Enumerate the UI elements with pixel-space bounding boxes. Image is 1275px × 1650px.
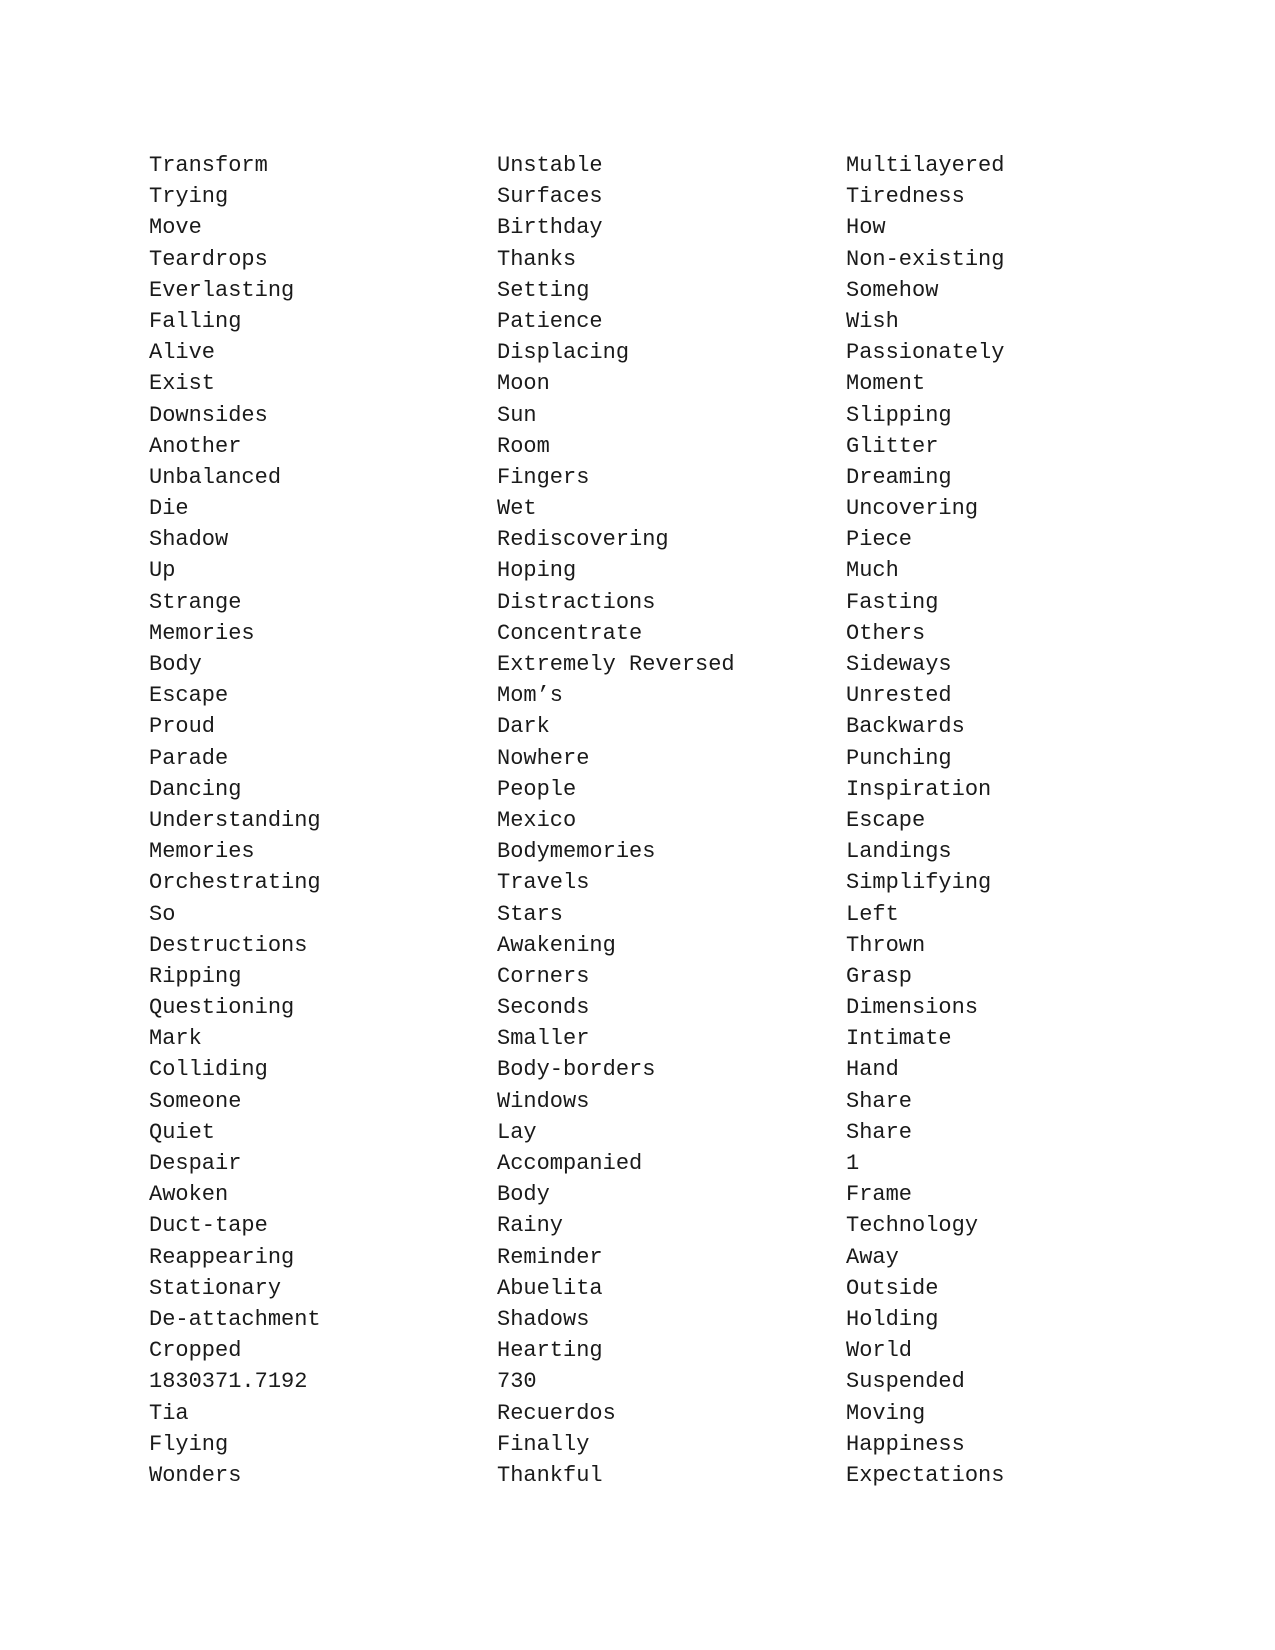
word-list-item: Flying [149, 1431, 229, 1457]
word-column-1 [149, 150, 321, 1491]
word-list-item: Cropped [149, 1338, 242, 1364]
word-list-item: Reminder [497, 1244, 603, 1270]
word-list-item: Abuelita [497, 1275, 603, 1301]
word-list-item: 1 [846, 1151, 860, 1176]
word-list-item: Simplifying [846, 870, 992, 896]
word-list-item: Dreaming [846, 464, 952, 490]
word-list-item: Much [846, 558, 899, 584]
word-list-item: Tia [149, 1400, 189, 1426]
word-list-item: Share [846, 1119, 913, 1145]
word-list-item: Alive [149, 340, 216, 366]
word-list-item: Transform [149, 153, 268, 178]
word-list-item: Finally [497, 1431, 590, 1457]
word-list-item: Orchestrating [149, 870, 321, 896]
word-list-item: Suspended [846, 1369, 965, 1395]
word-list-item: World [846, 1338, 913, 1364]
word-list-item: Falling [149, 308, 242, 334]
word-list-item: Wish [846, 308, 899, 334]
word-list-item: Moment [846, 371, 926, 397]
word-list-item: Memories [149, 839, 255, 865]
word-list-item: Escape [149, 683, 229, 709]
word-list-item: Colliding [149, 1057, 268, 1083]
word-list-item: Away [846, 1244, 899, 1270]
word-list-item: Die [149, 496, 189, 522]
word-list-item: Recuerdos [497, 1400, 616, 1426]
word-list-item: Multilayered [846, 153, 1005, 178]
word-list-item: Corners [497, 963, 590, 989]
word-list-item: Lay [497, 1119, 537, 1145]
word-list-item: Rainy [497, 1213, 564, 1239]
word-list-item: Holding [846, 1306, 939, 1332]
word-list-item: Another [149, 433, 242, 459]
word-list-item: Displacing [497, 340, 630, 366]
word-list-item: Room [497, 433, 550, 459]
word-list-item: How [846, 215, 886, 241]
word-list-item: Backwards [846, 714, 965, 740]
word-list-item: Nowhere [497, 745, 590, 771]
word-list-item: Parade [149, 745, 229, 771]
word-list-item: Move [149, 215, 202, 241]
word-list-item: Landings [846, 839, 952, 865]
word-list-item: Escape [846, 807, 926, 833]
word-list-item: 730 [497, 1369, 537, 1395]
word-list-item: Setting [497, 277, 590, 303]
word-list-item: Fingers [497, 464, 590, 490]
word-list-item: Ripping [149, 963, 242, 989]
word-list-item: Thankful [497, 1462, 603, 1488]
word-list-item: Shadow [149, 527, 229, 553]
word-list-item: De-attachment [149, 1306, 321, 1332]
word-list-item: Awakening [497, 932, 616, 958]
word-list-item: Uncovering [846, 496, 979, 522]
word-list-item: Patience [497, 308, 603, 334]
word-list-item: Wonders [149, 1462, 242, 1488]
word-list-item: Teardrops [149, 246, 268, 272]
word-list-item: Left [846, 901, 899, 927]
word-list-item: Technology [846, 1213, 979, 1239]
word-list-item: Moving [846, 1400, 926, 1426]
word-list-item: Moon [497, 371, 550, 397]
word-list-item: Unrested [846, 683, 952, 709]
word-list-item: Dark [497, 714, 550, 740]
word-list-item: Up [149, 558, 176, 584]
word-column-2 [497, 150, 735, 1491]
word-list-item: Someone [149, 1088, 242, 1114]
word-list-item: Slipping [846, 402, 952, 428]
word-list-item: Quiet [149, 1119, 216, 1145]
word-list-item: Proud [149, 714, 216, 740]
word-list-item: Destructions [149, 932, 308, 958]
word-list-item: Distractions [497, 589, 656, 615]
word-list-item: Everlasting [149, 277, 295, 303]
word-list-item: Share [846, 1088, 913, 1114]
word-list-item: People [497, 776, 577, 802]
word-list-item: Unstable [497, 153, 603, 178]
word-list-item: Downsides [149, 402, 268, 428]
word-list-item: Outside [846, 1275, 939, 1301]
word-list-item: Hearting [497, 1338, 603, 1364]
word-list-item: Shadows [497, 1306, 590, 1332]
word-list-item: Stars [497, 901, 564, 927]
word-list-item: Rediscovering [497, 527, 669, 553]
word-list-item: Body [497, 1182, 550, 1208]
word-list-item: Strange [149, 589, 242, 615]
word-list-item: Somehow [846, 277, 939, 303]
word-list-item: Non-existing [846, 246, 1005, 272]
word-list-item: Sun [497, 402, 537, 428]
word-list-item: Concentrate [497, 620, 643, 646]
word-list-item: Punching [846, 745, 952, 771]
word-list-item: Windows [497, 1088, 590, 1114]
word-list-item: Extremely Reversed [497, 652, 735, 677]
word-list-item: Dancing [149, 776, 242, 802]
word-list-item: Unbalanced [149, 464, 282, 490]
word-list-item: Duct-tape [149, 1213, 268, 1239]
word-list-item: Tiredness [846, 184, 965, 210]
word-list-item: Trying [149, 184, 229, 210]
word-list-item: Seconds [497, 995, 590, 1021]
word-list-item: Piece [846, 527, 913, 553]
word-list-item: Mexico [497, 807, 577, 833]
word-list-item: Accompanied [497, 1151, 643, 1176]
word-list-item: Bodymemories [497, 839, 656, 865]
word-list-item: Body-borders [497, 1057, 656, 1083]
word-list-item: Grasp [846, 963, 913, 989]
word-column-3 [846, 150, 1004, 1491]
word-list-item: Dimensions [846, 995, 979, 1021]
word-list-item: Body [149, 652, 202, 677]
word-list-item: Inspiration [846, 776, 992, 802]
word-list-item: Happiness [846, 1431, 965, 1457]
word-list-item: Frame [846, 1182, 913, 1208]
word-list-item: 1830371.7192 [149, 1369, 308, 1395]
word-list-item: Awoken [149, 1182, 229, 1208]
word-list-item: Intimate [846, 1026, 952, 1052]
word-list-item: Despair [149, 1151, 242, 1176]
word-list-item: Birthday [497, 215, 603, 241]
word-list-item: Mom’s [497, 683, 564, 709]
word-list-item: Expectations [846, 1462, 1005, 1488]
word-list-item: Exist [149, 371, 216, 397]
word-list-item: Thrown [846, 932, 926, 958]
word-list-item: Hoping [497, 558, 577, 584]
word-list-item: Wet [497, 496, 537, 522]
word-list-item: So [149, 901, 176, 927]
word-list-item: Thanks [497, 246, 577, 272]
word-list-item: Glitter [846, 433, 939, 459]
word-list-item: Fasting [846, 589, 939, 615]
word-list-item: Travels [497, 870, 590, 896]
word-list-item: Passionately [846, 340, 1005, 366]
word-list-item: Reappearing [149, 1244, 295, 1270]
word-list-item: Understanding [149, 807, 321, 833]
word-list-item: Others [846, 620, 926, 646]
word-list-item: Sideways [846, 652, 952, 677]
word-list-item: Smaller [497, 1026, 590, 1052]
word-list-item: Questioning [149, 995, 295, 1021]
word-list-item: Mark [149, 1026, 202, 1052]
word-list-item: Stationary [149, 1275, 282, 1301]
word-list-item: Memories [149, 620, 255, 646]
word-list-item: Hand [846, 1057, 899, 1083]
word-list-item: Surfaces [497, 184, 603, 210]
